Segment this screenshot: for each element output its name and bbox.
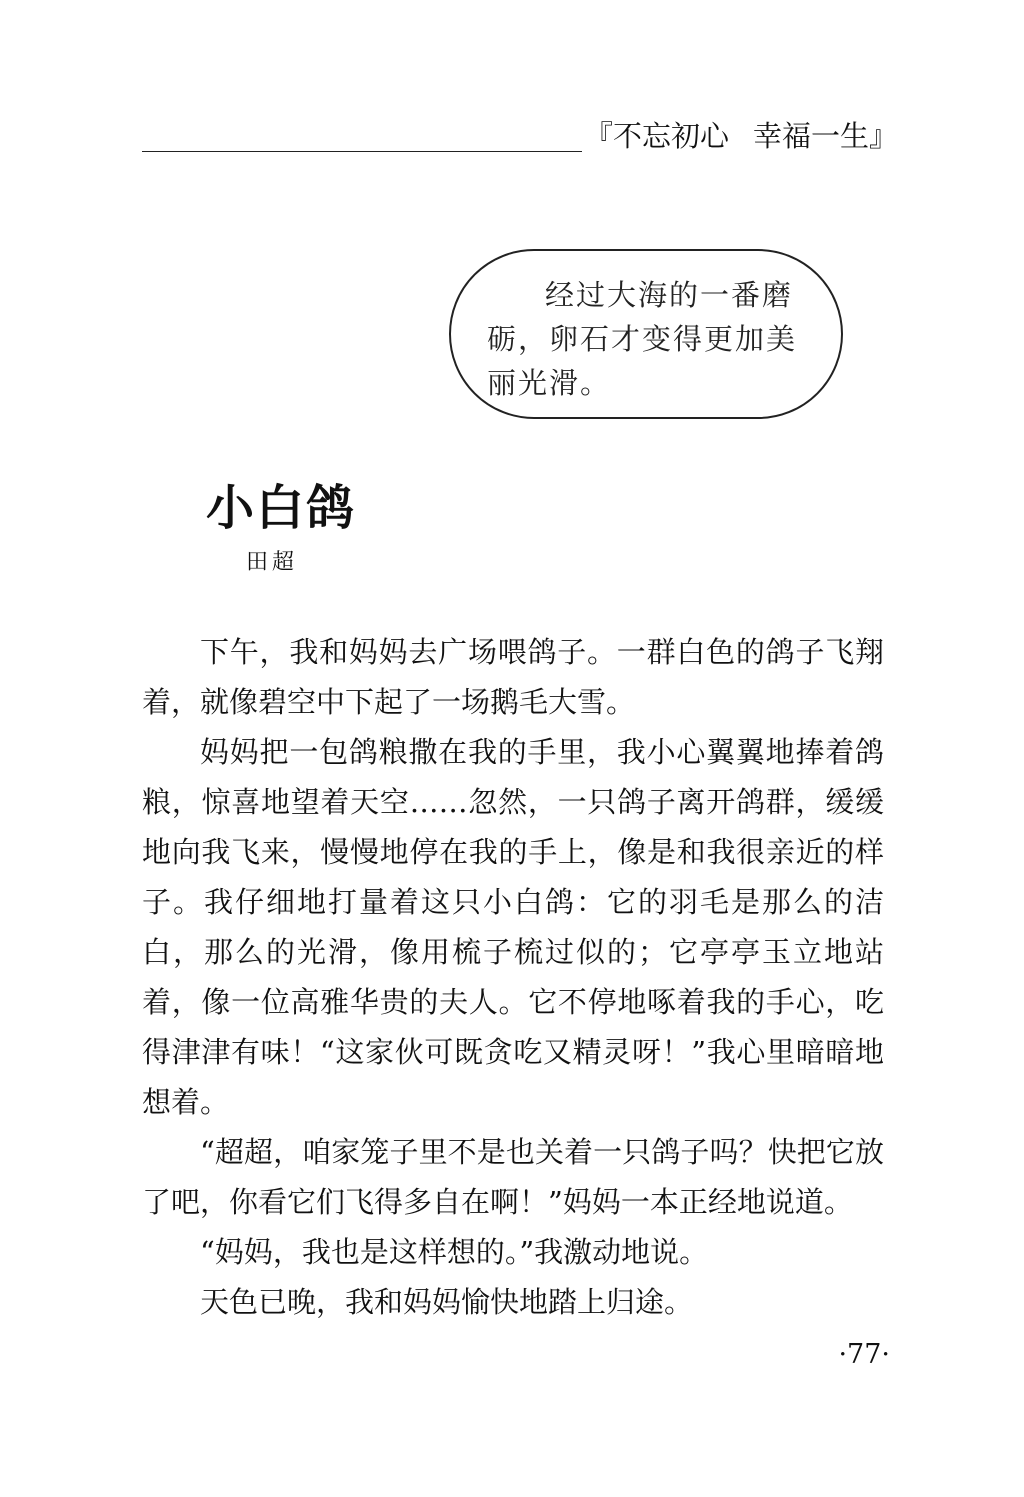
header-bracket-close: 』 (869, 119, 899, 153)
article-body (142, 627, 884, 1327)
paragraph: 天色已晚，我和妈妈愉快地踏上归途。 (200, 1285, 694, 1319)
paragraph: “妈妈，我也是这样想的。”我激动地说。 (200, 1235, 709, 1269)
article-author: 田超 (246, 550, 299, 575)
article-title: 小白鸽 (206, 480, 357, 536)
callout-bubble (449, 249, 843, 419)
page-number: ·77· (838, 1339, 890, 1370)
paragraph: 下午，我和妈妈去广场喂鸽子。一群白色的鸽子飞翔着，就像碧空中下起了一场鹅毛大雪。 (142, 635, 884, 719)
header-part-1: 不忘初心 (613, 119, 730, 153)
header-bracket-open: 『 (584, 119, 614, 153)
header-part-2: 幸福一生 (753, 119, 870, 153)
callout-text: 经过大海的一番磨砺，卵石才变得更加美丽光滑。 (487, 278, 798, 400)
header-rule (142, 151, 582, 152)
paragraph: “超超，咱家笼子里不是也关着一只鸽子吗？快把它放了吧，你看它们飞得多自在啊！”妈妈一本正经地说道。 (142, 1135, 884, 1219)
running-header (584, 116, 904, 156)
paragraph: 妈妈把一包鸽粮撒在我的手里，我小心翼翼地捧着鸽粮，惊喜地望着天空……忽然，一只鸽子离开鸽群，缓缓地向我飞来，慢慢地停在我的手上，像是和我很亲近的样子。我仔细地打量着这只小白鸽：它的羽毛是那么的洁白，那么的光滑，像用梳子梳过似的；它亭亭玉立地站着，像一位高雅华贵的夫人。它不停地啄着我的手心，吃得津津有味！“这家伙可既贪吃又精灵呀！”我心里暗暗地想着。 (142, 735, 884, 1119)
